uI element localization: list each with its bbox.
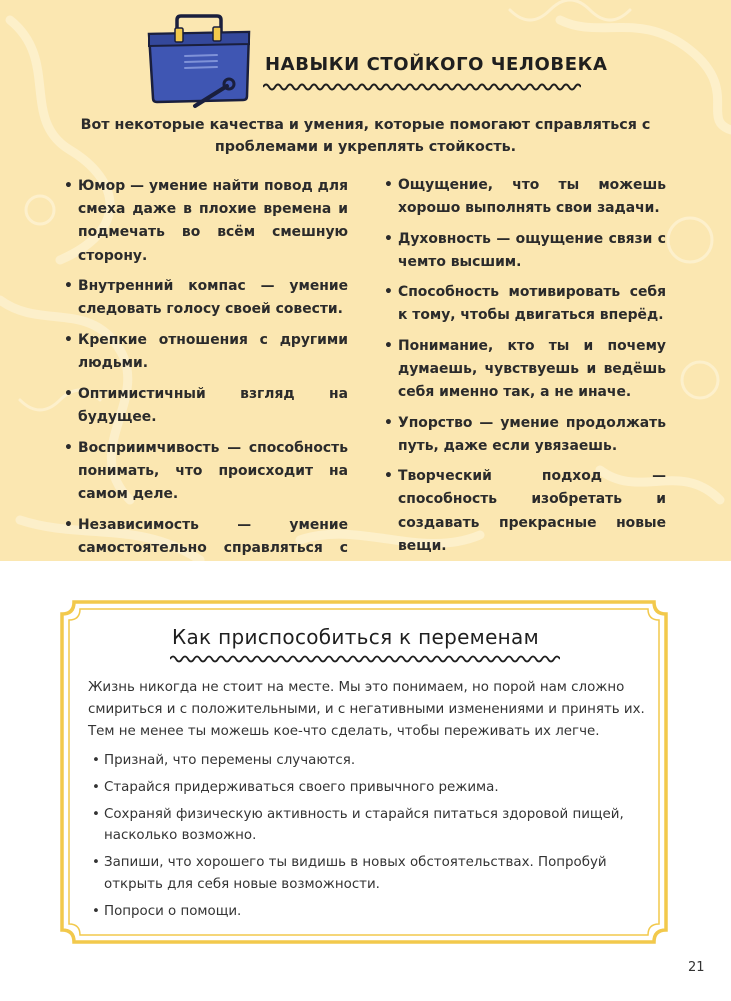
list-item: • Внутренний компас — умение следовать голосу своей совести. [64,275,348,321]
skills-title-underline [263,82,581,92]
list-item: • Упорство — умение продолжать путь, даже если увязаешь. [384,412,666,458]
list-item: • Творческий подход — способность изобретать и создавать прекрасные новые вещи. [384,465,666,558]
list-item: • Духовность — ощущение связи с чемто высшим. [384,228,666,274]
list-item: • Признай, что перемены случаются. [92,750,652,772]
list-item: • Запиши, что хорошего ты видишь в новых обстоятельствах. Попробуй открыть для себя новые возможности. [92,852,652,896]
list-item: • Оптимистичный взгляд на будущее. [64,383,348,429]
adapt-list [92,750,652,928]
skills-title: НАВЫКИ СТОЙКОГО ЧЕЛОВЕКА [265,54,608,75]
list-item: • Юмор — умение найти повод для смеха даже в плохие времена и подмечать во всём смешную сторону. [64,175,348,268]
skills-list-left [64,175,348,561]
adapt-title-underline [170,654,560,664]
list-item: • Крепкие отношения с другими людьми. [64,329,348,375]
list-item: • Понимание, кто ты и почему думаешь, чувствуешь и ведёшь себя именно так, а не иначе. [384,335,666,405]
list-item: • Ощущение, что ты можешь хорошо выполнять свои задачи. [384,174,666,220]
list-item: • Восприимчивость — способность понимать, что происходит на самом деле. [64,437,348,507]
list-item: • Попроси о помощи. [92,901,652,923]
adapt-title: Как приспособиться к переменам [172,625,539,649]
list-item: • Способность мотивировать себя к тому, чтобы двигаться вперёд. [384,281,666,327]
list-item: • Сохраняй физическую активность и старайся питаться здоровой пищей, насколько возможно. [92,804,652,848]
list-item: • Старайся придерживаться своего привычного режима. [92,777,652,799]
adapt-paragraph: Жизнь никогда не стоит на месте. Мы это понимаем, но порой нам сложно смириться и с положительными, и с негативными изменениями и принять их. Тем не менее ты можешь кое-что сделать, чтобы переживать их легче. [88,680,645,739]
list-item: • Независимость — умение самостоятельно справляться с [64,514,348,561]
toolbox-icon [143,14,255,110]
page-number: 21 [688,960,705,975]
skills-list-right [384,174,666,561]
skills-intro: Вот некоторые качества и умения, которые помогают справляться с проблемами и укреплять стойкость. [80,117,651,155]
